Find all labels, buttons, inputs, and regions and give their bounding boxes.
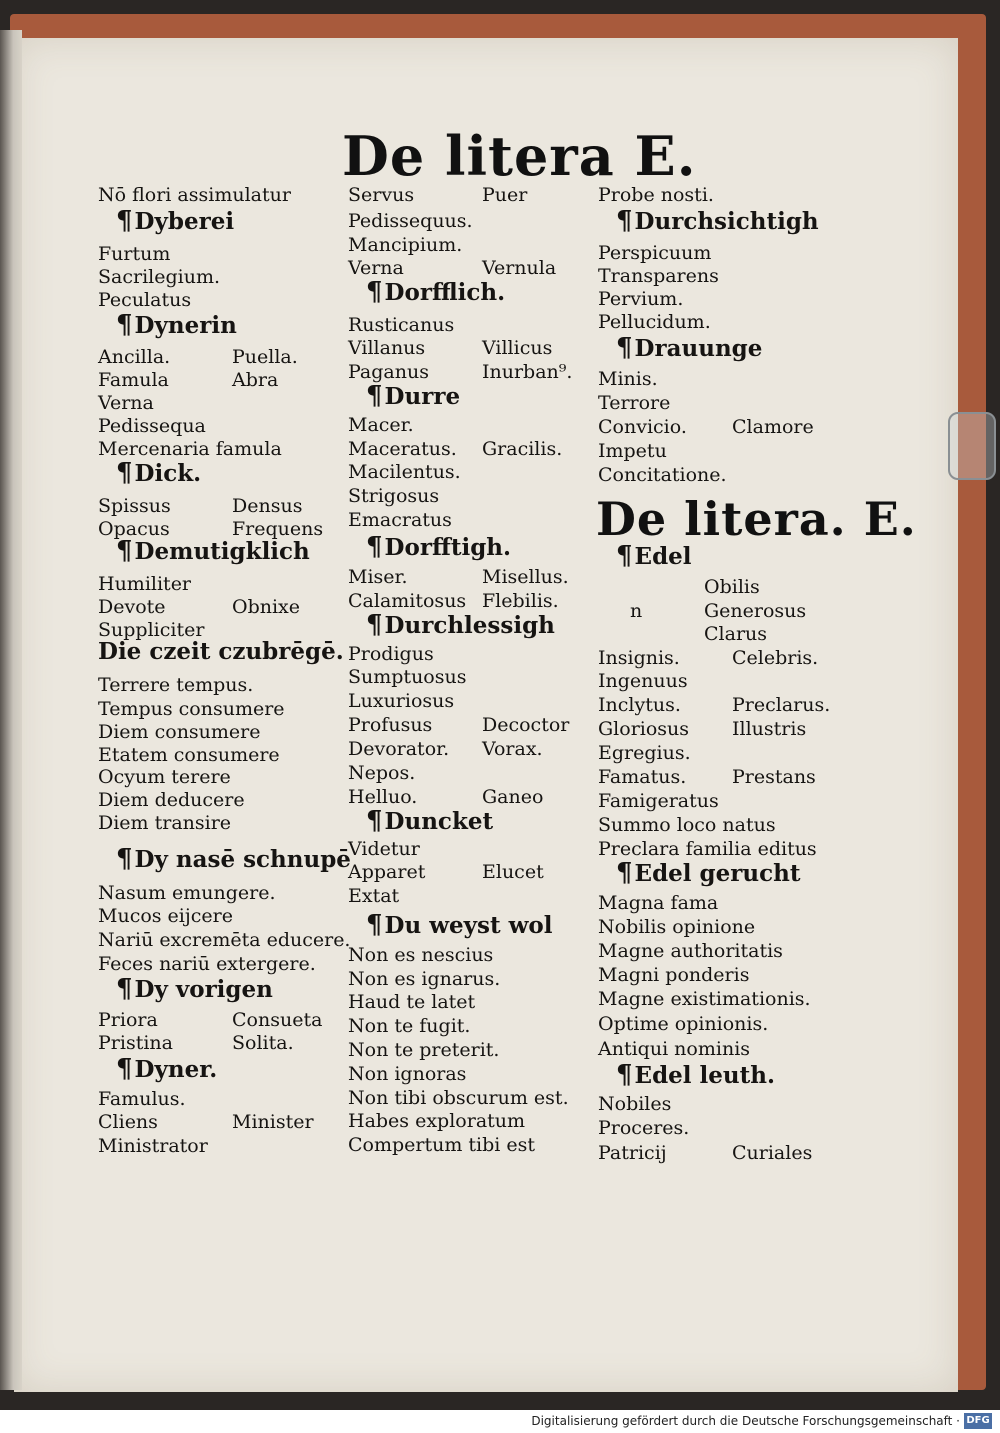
entry-line — [98, 812, 231, 834]
entry-text: Non es nescius — [348, 944, 494, 966]
entry-text: Macer. — [348, 414, 414, 436]
entry-line — [98, 1009, 323, 1031]
entry-line — [98, 1088, 186, 1110]
entry-text: Pristina — [98, 1032, 173, 1054]
book-spine — [0, 30, 22, 1390]
entry-line — [598, 265, 719, 287]
entry-synonym: Decoctor — [482, 714, 570, 736]
entry-text: Diem deducere — [98, 789, 245, 811]
entry-text: Proceres. — [598, 1117, 690, 1139]
entry-synonym: Villicus — [482, 337, 553, 359]
entry-line — [598, 288, 683, 310]
entry-text: Furtum — [98, 243, 171, 265]
entry-synonym: Vernula — [482, 257, 557, 279]
entry-text: Ocyum terere — [98, 766, 231, 788]
entry-line — [598, 242, 711, 264]
entry-line — [348, 210, 473, 232]
entry-text: Nō flori assimulatur — [98, 184, 291, 206]
entry-text: Calamitosus — [348, 590, 467, 612]
entry-text: Profusus — [348, 714, 433, 736]
entry-headword — [116, 206, 235, 236]
entry-line — [348, 485, 439, 507]
entry-line — [348, 566, 569, 588]
entry-line — [598, 440, 667, 462]
entry-synonym: Clamore — [732, 416, 814, 438]
entry-synonym: Puella. — [232, 346, 298, 368]
entry-line — [598, 718, 807, 740]
paragraph-mark-icon: ¶ — [616, 333, 633, 363]
entry-headword — [616, 541, 692, 571]
entry-line — [98, 1111, 314, 1133]
entry-text: Tempus consumere — [98, 698, 285, 720]
entry-text: Nobilis opinione — [598, 916, 756, 938]
entry-synonym: Misellus. — [482, 566, 569, 588]
entry-headword — [98, 638, 344, 665]
entry-synonym: Abra — [232, 369, 279, 391]
entry-text: Clarus — [704, 623, 768, 645]
entry-text: Compertum tibi est — [348, 1134, 536, 1156]
entry-line — [598, 392, 670, 414]
entry-text: Peculatus — [98, 289, 192, 311]
entry-text: Obilis — [704, 576, 760, 598]
entry-line — [598, 647, 819, 669]
entry-text: Durchsichtigh — [634, 208, 819, 235]
entry-line — [598, 964, 749, 986]
entry-line — [598, 838, 817, 860]
paragraph-mark-icon: ¶ — [116, 974, 133, 1004]
entry-text: Miser. — [348, 566, 408, 588]
entry-line — [98, 495, 303, 517]
entry-line — [348, 1134, 535, 1156]
entry-line — [348, 1110, 525, 1132]
entry-text: Strigosus — [348, 485, 440, 507]
entry-headword — [366, 610, 555, 640]
entry-headword — [116, 310, 237, 340]
entry-line — [98, 1032, 294, 1054]
entry-line — [598, 1013, 768, 1035]
footer-credit: Digitalisierung gefördert durch die Deutsche Forschungsgemeinschaft · — [531, 1414, 960, 1428]
entry-text: Famulus. — [98, 1088, 186, 1110]
entry-line — [98, 721, 261, 743]
entry-text: Villanus — [348, 337, 426, 359]
paragraph-mark-icon: ¶ — [616, 206, 633, 236]
entry-headword — [116, 974, 273, 1004]
entry-text: Terrore — [598, 392, 671, 414]
entry-line — [598, 892, 718, 914]
entry-line — [598, 694, 831, 716]
entry-line — [348, 461, 461, 483]
entry-text: Haud te latet — [348, 991, 476, 1013]
entry-text: Luxuriosus — [348, 690, 455, 712]
entry-line — [704, 623, 767, 645]
entry-text: Minis. — [598, 368, 658, 390]
entry-text: Non te fugit. — [348, 1015, 471, 1037]
entry-text: Pedissequa — [98, 415, 206, 437]
entry-text: Non es ignarus. — [348, 968, 501, 990]
entry-text: Preclara familia editus — [598, 838, 817, 860]
entry-text: Pedissequus. — [348, 210, 473, 232]
entry-text: Demutigklich — [134, 538, 310, 565]
entry-text: Magni ponderis — [598, 964, 750, 986]
section-heading: De litera. E. — [596, 492, 917, 546]
entry-text: Magna fama — [598, 892, 719, 914]
entry-text: Magne existimationis. — [598, 988, 811, 1010]
entry-headword — [116, 458, 202, 488]
entry-synonym: Densus — [232, 495, 303, 517]
entry-line — [348, 786, 544, 808]
entry-line — [348, 643, 434, 665]
paragraph-mark-icon: ¶ — [116, 1054, 133, 1084]
entry-line — [348, 257, 557, 279]
entry-headword — [116, 1054, 218, 1084]
paragraph-mark-icon: ¶ — [366, 806, 383, 836]
paragraph-mark-icon: ¶ — [116, 536, 133, 566]
entry-line — [98, 766, 231, 788]
paragraph-mark-icon: ¶ — [616, 541, 633, 571]
entry-line — [598, 1117, 689, 1139]
entry-text: Spissus — [98, 495, 171, 517]
entry-line — [98, 596, 301, 618]
entry-line — [348, 184, 528, 206]
entry-text: Rusticanus — [348, 314, 455, 336]
entry-line — [348, 438, 563, 460]
entry-text: Prodigus — [348, 643, 434, 665]
entry-text: Nobiles — [598, 1093, 672, 1115]
entry-text: Verna — [98, 392, 154, 414]
entry-text: Mancipium. — [348, 234, 463, 256]
entry-text: Sacrilegium. — [98, 266, 220, 288]
entry-line — [598, 766, 816, 788]
entry-text: Inclytus. — [598, 694, 681, 716]
entry-text: Die czeit czubrēgē. — [98, 638, 344, 665]
entry-text: Patricij — [598, 1142, 667, 1164]
entry-line — [98, 905, 233, 927]
entry-line — [598, 790, 719, 812]
paragraph-mark-icon: ¶ — [366, 610, 383, 640]
entry-synonym: Solita. — [232, 1032, 294, 1054]
entry-line — [598, 368, 658, 390]
entry-text: Etatem consumere — [98, 744, 280, 766]
entry-text: Helluo. — [348, 786, 418, 808]
entry-line — [598, 940, 783, 962]
entry-headword — [366, 532, 512, 562]
page-title: De litera E. — [342, 124, 697, 188]
entry-text: Magne authoritatis — [598, 940, 783, 962]
entry-line — [348, 1015, 470, 1037]
entry-text: Verna — [348, 257, 404, 279]
entry-line — [598, 311, 711, 333]
entry-line — [348, 991, 475, 1013]
entry-headword — [116, 844, 351, 874]
entry-text: Emacratus — [348, 509, 452, 531]
entry-line — [704, 600, 806, 622]
entry-text: Diem transire — [98, 812, 232, 834]
paragraph-mark-icon: ¶ — [366, 277, 383, 307]
entry-synonym: Vorax. — [482, 738, 543, 760]
entry-synonym: Frequens — [232, 518, 324, 540]
entry-text: Devote — [98, 596, 166, 618]
entry-text: Mucos eijcere — [98, 905, 233, 927]
entry-synonym: Inurban⁹. — [482, 361, 573, 383]
entry-line — [598, 742, 691, 764]
entry-line — [348, 337, 553, 359]
entry-synonym: Elucet — [482, 861, 544, 883]
entry-text: Opacus — [98, 518, 170, 540]
entry-text: Non te preterit. — [348, 1039, 500, 1061]
entry-text: Famula — [98, 369, 169, 391]
entry-line — [348, 361, 573, 383]
entry-line — [630, 600, 642, 622]
entry-line — [98, 698, 285, 720]
entry-line — [348, 234, 462, 256]
entry-text: Dy vorigen — [134, 976, 273, 1003]
entry-text: Transparens — [598, 265, 719, 287]
page-clip — [948, 412, 996, 480]
entry-text: Dick. — [134, 460, 202, 487]
entry-line — [348, 944, 493, 966]
entry-text: Ministrator — [98, 1135, 208, 1157]
entry-text: Dy nasē schnupē — [134, 846, 351, 873]
entry-headword — [366, 910, 553, 940]
entry-line — [98, 289, 191, 311]
dfg-logo: DFG — [964, 1413, 992, 1429]
entry-text: Dynerin — [134, 312, 237, 339]
entry-text: Suppliciter — [98, 619, 205, 641]
entry-line — [348, 714, 570, 736]
entry-line — [598, 1038, 750, 1060]
entry-text: Sumptuosus — [348, 666, 467, 688]
entry-line — [598, 814, 776, 836]
entry-text: Egregius. — [598, 742, 691, 764]
entry-headword — [366, 277, 506, 307]
entry-text: Perspicuum — [598, 242, 712, 264]
entry-line — [98, 266, 220, 288]
entry-line — [98, 1135, 208, 1157]
paragraph-mark-icon: ¶ — [616, 858, 633, 888]
entry-text: Optime opinionis. — [598, 1013, 769, 1035]
entry-line — [348, 314, 454, 336]
entry-text: Maceratus. — [348, 438, 457, 460]
entry-text: Edel — [634, 543, 692, 570]
entry-text: Impetu — [598, 440, 667, 462]
entry-text: Devorator. — [348, 738, 450, 760]
entry-synonym: Preclarus. — [732, 694, 831, 716]
entry-headword — [616, 206, 819, 236]
entry-headword — [116, 536, 310, 566]
entry-line — [598, 670, 688, 692]
entry-synonym: Celebris. — [732, 647, 819, 669]
entry-text: Dyner. — [134, 1056, 218, 1083]
entry-text: Nasum emungere. — [98, 882, 276, 904]
entry-headword — [616, 858, 801, 888]
entry-line — [98, 438, 282, 460]
entry-line — [98, 415, 206, 437]
paragraph-mark-icon: ¶ — [366, 910, 383, 940]
entry-text: Non ignoras — [348, 1063, 467, 1085]
entry-line — [98, 518, 324, 540]
entry-synonym: Flebilis. — [482, 590, 559, 612]
entry-line — [598, 1142, 813, 1164]
footer-bar — [0, 1410, 1000, 1433]
entry-text: Du weyst wol — [384, 912, 553, 939]
entry-text: Drauunge — [634, 335, 763, 362]
entry-text: Diem consumere — [98, 721, 261, 743]
entry-text: Apparet — [348, 861, 426, 883]
entry-text: Paganus — [348, 361, 429, 383]
entry-line — [348, 861, 544, 883]
entry-line — [348, 509, 452, 531]
entry-text: Dorfflich. — [384, 279, 506, 306]
entry-text: Macilentus. — [348, 461, 461, 483]
entry-line — [98, 369, 279, 391]
entry-line — [348, 738, 543, 760]
entry-line — [98, 789, 245, 811]
entry-line — [98, 392, 154, 414]
entry-line — [598, 416, 814, 438]
entry-line — [348, 1063, 466, 1085]
entry-text: Mercenaria famula — [98, 438, 282, 460]
entry-line — [598, 988, 811, 1010]
entry-line — [98, 243, 170, 265]
entry-headword — [616, 1060, 775, 1090]
entry-line — [704, 576, 760, 598]
entry-line — [348, 690, 454, 712]
entry-line — [98, 744, 280, 766]
entry-text: Durre — [384, 383, 461, 410]
paragraph-mark-icon: ¶ — [366, 381, 383, 411]
entry-text: Probe nosti. — [598, 184, 714, 206]
entry-line — [98, 882, 276, 904]
paragraph-mark-icon: ¶ — [366, 532, 383, 562]
paragraph-mark-icon: ¶ — [116, 458, 133, 488]
entry-synonym: Obnixe — [232, 596, 301, 618]
entry-line — [598, 916, 755, 938]
entry-headword — [366, 806, 494, 836]
entry-text: Insignis. — [598, 647, 680, 669]
entry-synonym: Prestans — [732, 766, 816, 788]
entry-text: Concitatione. — [598, 464, 727, 486]
entry-line — [348, 968, 500, 990]
entry-synonym: Consueta — [232, 1009, 323, 1031]
entry-text: Convicio. — [598, 416, 687, 438]
entry-text: Edel leuth. — [634, 1062, 775, 1089]
entry-text: Humiliter — [98, 573, 192, 595]
entry-line — [348, 762, 415, 784]
entry-text: Pellucidum. — [598, 311, 711, 333]
entry-line — [98, 674, 253, 696]
entry-text: n — [630, 600, 643, 622]
entry-text: Gloriosus — [598, 718, 690, 740]
entry-text: Videtur — [348, 838, 420, 860]
entry-text: Ingenuus — [598, 670, 688, 692]
entry-text: Pervium. — [598, 288, 684, 310]
paragraph-mark-icon: ¶ — [116, 206, 133, 236]
entry-text: Dyberei — [134, 208, 235, 235]
entry-text: Ancilla. — [98, 346, 171, 368]
entry-text: Edel gerucht — [634, 860, 801, 887]
entry-text: Durchlessigh — [384, 612, 555, 639]
entry-line — [598, 464, 727, 486]
entry-synonym: Gracilis. — [482, 438, 563, 460]
entry-line — [348, 590, 559, 612]
entry-line — [348, 414, 414, 436]
entry-text: Nepos. — [348, 762, 416, 784]
entry-text: Extat — [348, 885, 400, 907]
paragraph-mark-icon: ¶ — [616, 1060, 633, 1090]
entry-text: Duncket — [384, 808, 494, 835]
entry-line — [598, 184, 714, 206]
entry-synonym: Illustris — [732, 718, 807, 740]
entry-line — [348, 838, 420, 860]
entry-text: Terrere tempus. — [98, 674, 254, 696]
entry-line — [98, 346, 298, 368]
entry-line — [98, 573, 191, 595]
entry-text: Servus — [348, 184, 415, 206]
entry-text: Generosus — [704, 600, 807, 622]
entry-synonym: Curiales — [732, 1142, 813, 1164]
entry-line — [98, 184, 291, 206]
entry-headword — [366, 381, 461, 411]
entry-line — [348, 885, 399, 907]
entry-line — [348, 666, 466, 688]
paragraph-mark-icon: ¶ — [116, 310, 133, 340]
entry-line — [348, 1039, 499, 1061]
entry-text: Famatus. — [598, 766, 687, 788]
paragraph-mark-icon: ¶ — [116, 844, 133, 874]
entry-headword — [616, 333, 763, 363]
entry-line — [98, 953, 316, 975]
entry-text: Summo loco natus — [598, 814, 776, 836]
entry-synonym: Minister — [232, 1111, 314, 1133]
entry-text: Nariū excremēta educere. — [98, 929, 351, 951]
entry-text: Famigeratus — [598, 790, 719, 812]
entry-text: Antiqui nominis — [598, 1038, 751, 1060]
entry-synonym: Ganeo — [482, 786, 544, 808]
entry-line — [598, 1093, 671, 1115]
entry-line — [98, 929, 350, 951]
entry-text: Dorfftigh. — [384, 534, 512, 561]
entry-synonym: Puer — [482, 184, 528, 206]
entry-text: Cliens — [98, 1111, 158, 1133]
entry-text: Feces nariū extergere. — [98, 953, 316, 975]
entry-text: Habes exploratum — [348, 1110, 526, 1132]
entry-text: Non tibi obscurum est. — [348, 1087, 569, 1109]
entry-text: Priora — [98, 1009, 158, 1031]
entry-line — [348, 1087, 569, 1109]
